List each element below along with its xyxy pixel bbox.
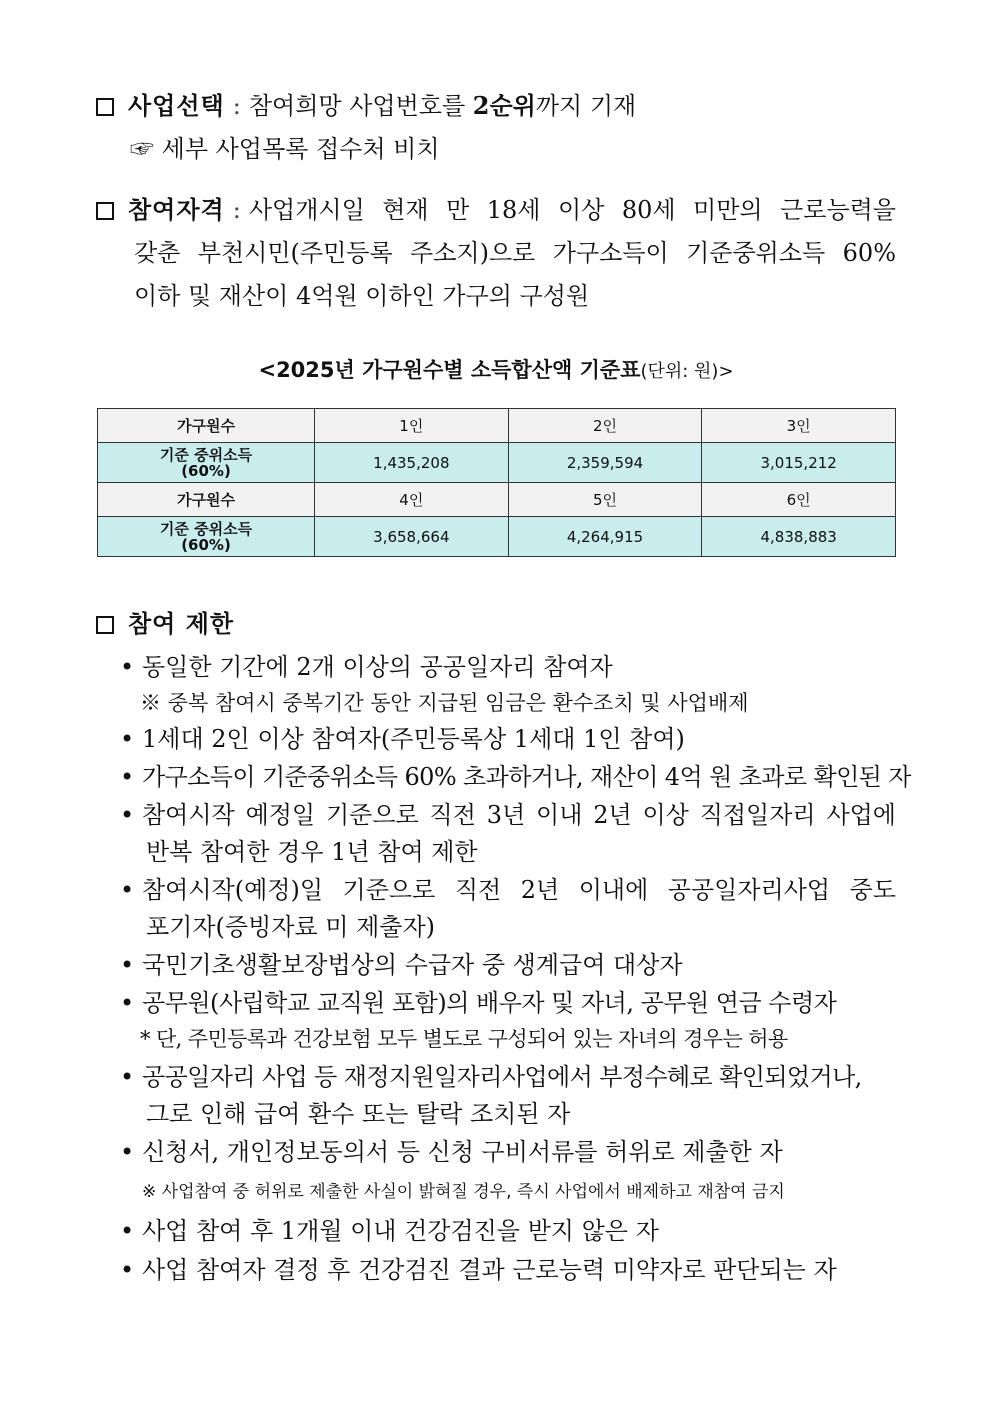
checkbox-square-icon [96, 616, 114, 634]
list-item-text: 사업 참여 후 1개월 이내 건강검진을 받지 않은 자 [142, 1217, 659, 1245]
section-restrictions [96, 608, 234, 640]
household-size-label: 가구원수 [98, 409, 315, 443]
list-item [120, 723, 685, 755]
list-item-text: 참여시작(예정)일 기준으로 직전 2년 이내에 공공일자리사업 중도 [142, 876, 896, 904]
household-size-cell: 1인 [315, 409, 509, 443]
checkbox-square-icon [96, 202, 114, 220]
table-row [98, 483, 896, 517]
list-item [120, 1061, 862, 1093]
list-item [120, 761, 911, 793]
bullet-icon: • [120, 989, 134, 1017]
household-size-cell: 6인 [702, 483, 896, 517]
list-item [120, 1136, 783, 1168]
section-title: 참여자격 [128, 195, 225, 224]
bullet-icon: • [120, 1256, 135, 1284]
income-table-title [96, 354, 896, 384]
list-item-continuation: 포기자(증빙자료 미 제출자) [146, 913, 436, 941]
median-income-label-line2: (60%) [181, 461, 231, 480]
business-list-note: ☞ 세부 사업목록 접수처 비치 [130, 135, 440, 163]
note-false-submission: ※ 사업참여 중 허위로 제출한 사실이 밝혀질 경우, 즉시 사업에서 배제하고 재참여 금지 [142, 1182, 785, 1202]
median-income-label-line2: (60%) [181, 535, 231, 554]
income-value-cell: 3,658,664 [315, 517, 509, 557]
list-item [120, 987, 836, 1019]
bullet-icon: • [120, 801, 135, 829]
section-text: 까지 기재 [535, 92, 637, 120]
list-item [120, 799, 896, 831]
household-size-cell: 4인 [315, 483, 509, 517]
bullet-icon: • [120, 763, 134, 791]
list-item-text: 동일한 기간에 2개 이상의 공공일자리 참여자 [142, 653, 613, 681]
income-standard-table [97, 408, 896, 557]
section-title: 사업선택 [128, 91, 225, 120]
eligibility-line-1: 사업개시일 현재 만 18세 이상 80세 미만의 근로능력을 [248, 196, 896, 224]
list-item [120, 651, 613, 683]
bullet-icon: • [120, 1217, 135, 1245]
bullet-icon: • [120, 725, 135, 753]
section-eligibility [96, 194, 896, 226]
eligibility-line-3: 이하 및 재산이 4억원 이하인 가구의 구성원 [134, 282, 590, 310]
list-item-text: 참여시작 예정일 기준으로 직전 3년 이내 2년 이상 직접일자리 사업에 [142, 801, 896, 829]
list-item-text: 사업 참여자 결정 후 건강검진 결과 근로능력 미약자로 판단되는 자 [142, 1256, 837, 1284]
section-title: 참여 제한 [128, 609, 235, 638]
list-item-text: 1세대 2인 이상 참여자(주민등록상 1세대 1인 참여) [142, 725, 685, 753]
household-size-cell: 5인 [508, 483, 702, 517]
bullet-icon: • [120, 1138, 135, 1166]
list-item-text: 공무원(사립학교 교직원 포함)의 배우자 및 자녀, 공무원 연금 수령자 [142, 989, 837, 1017]
bullet-icon: • [120, 951, 135, 979]
list-item-text: 국민기초생활보장법상의 수급자 중 생계급여 대상자 [142, 951, 683, 979]
income-value-cell: 4,838,883 [702, 517, 896, 557]
median-income-label-line1: 기준 중위소득 [159, 445, 253, 464]
median-income-label [98, 443, 315, 483]
section-text-bold: 2순위 [472, 91, 536, 120]
list-item [120, 1254, 837, 1286]
table-row [98, 409, 896, 443]
list-item-text: 신청서, 개인정보동의서 등 신청 구비서류를 허위로 제출한 자 [142, 1138, 783, 1166]
table-unit: (단위: 원)> [640, 361, 734, 382]
section-text: 참여희망 사업번호를 [248, 92, 466, 120]
median-income-label-line1: 기준 중위소득 [159, 519, 253, 538]
income-value-cell: 4,264,915 [508, 517, 702, 557]
checkbox-square-icon [96, 98, 114, 116]
household-size-cell: 2인 [508, 409, 702, 443]
note-duplicate: ※ 중복 참여시 중복기간 동안 지급된 임금은 환수조치 및 사업배제 [140, 691, 749, 715]
list-item [120, 874, 896, 906]
colon: : [232, 196, 241, 224]
bullet-icon: • [120, 653, 135, 681]
list-item [120, 1215, 659, 1247]
colon: : [232, 92, 241, 120]
table-row [98, 443, 896, 483]
income-value-cell: 2,359,594 [508, 443, 702, 483]
list-item-text: 공공일자리 사업 등 재정지원일자리사업에서 부정수혜로 확인되었거나, [142, 1063, 862, 1091]
household-size-label: 가구원수 [98, 483, 315, 517]
note-exception: * 단, 주민등록과 건강보험 모두 별도로 구성되어 있는 자녀의 경우는 허용 [140, 1027, 788, 1051]
income-value-cell: 1,435,208 [315, 443, 509, 483]
median-income-label [98, 517, 315, 557]
bullet-icon: • [120, 1063, 134, 1091]
section-business-selection [96, 90, 636, 122]
list-item-continuation: 반복 참여한 경우 1년 참여 제한 [146, 838, 478, 866]
eligibility-line-2: 갖춘 부천시민(주민등록 주소지)으로 가구소득이 기준중위소득 60% [134, 239, 896, 267]
list-item-text: 가구소득이 기준중위소득 60% 초과하거나, 재산이 4억 원 초과로 확인된 자 [142, 763, 911, 791]
household-size-cell: 3인 [702, 409, 896, 443]
list-item-continuation: 그로 인해 급여 환수 또는 탈락 조치된 자 [146, 1100, 571, 1128]
list-item [120, 949, 683, 981]
table-title-text: <2025년 가구원수별 소득합산액 기준표 [258, 358, 641, 382]
bullet-icon: • [120, 876, 135, 904]
income-value-cell: 3,015,212 [702, 443, 896, 483]
table-row [98, 517, 896, 557]
